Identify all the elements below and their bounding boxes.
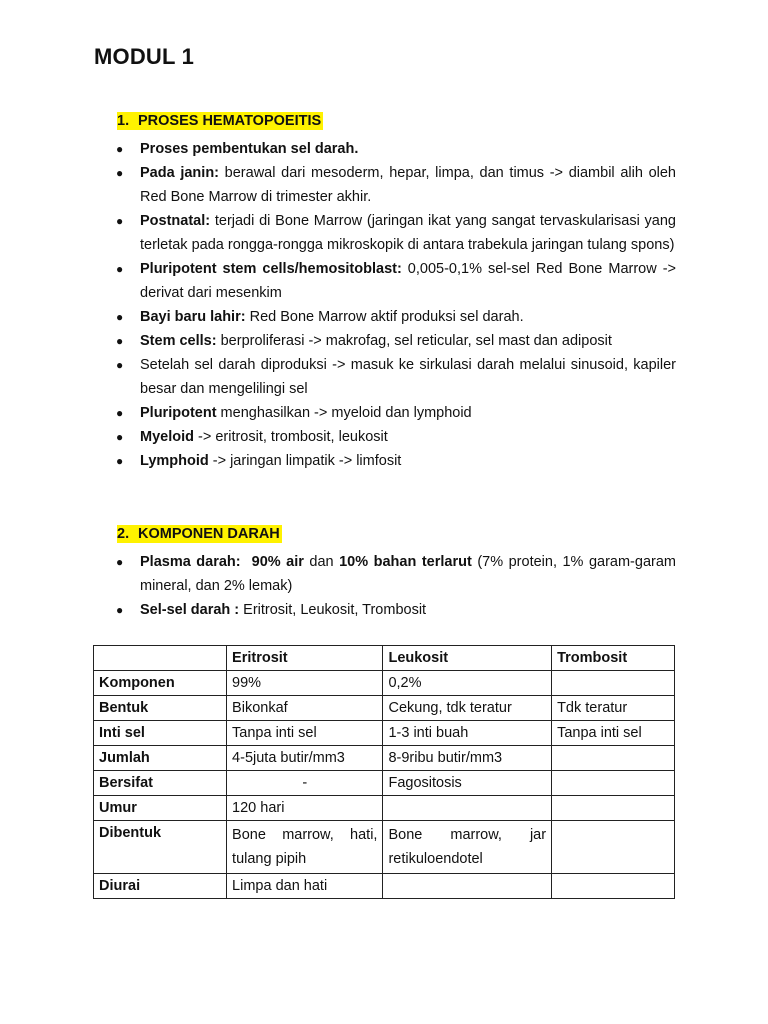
row-label: Bentuk — [94, 696, 227, 721]
header-cell: Eritrosit — [227, 646, 383, 671]
table-row — [94, 796, 675, 821]
table-cell — [552, 821, 675, 874]
section-heading — [117, 111, 676, 131]
plasma-label: Plasma darah: — [140, 554, 241, 570]
item-text: Red Bone Marrow aktif produksi sel darah. — [245, 309, 524, 325]
bullet-icon: ● — [116, 603, 124, 617]
table-cell: Cekung, tdk teratur — [383, 696, 552, 721]
cells-label: Sel-sel darah : — [140, 602, 240, 618]
section-number: 1. — [117, 113, 130, 129]
table-cell: Bone marrow, hati, tulang pipih — [227, 821, 383, 874]
table-cell — [552, 874, 675, 899]
item-bold: Proses pembentukan sel darah. — [140, 141, 359, 157]
bullet-icon: ● — [116, 555, 124, 569]
table-row — [94, 821, 675, 874]
table-cell: 8-9ribu butir/mm3 — [383, 746, 552, 771]
plasma-join: dan — [303, 554, 340, 570]
item-bold: Myeloid — [140, 429, 194, 445]
table-cell — [383, 796, 552, 821]
item-bold: Lymphoid — [140, 453, 209, 469]
list-item — [94, 257, 676, 305]
row-label: Umur — [94, 796, 227, 821]
item-text: -> jaringan limpatik -> limfosit — [208, 453, 402, 469]
item-bold: Pluripotent stem cells/hemositoblast: — [140, 261, 402, 277]
row-label: Jumlah — [94, 746, 227, 771]
table-cell: 99% — [227, 671, 383, 696]
table-cell: Tanpa inti sel — [552, 721, 675, 746]
table-cell — [552, 746, 675, 771]
bullet-icon: ● — [116, 334, 124, 348]
section-title: KOMPONEN DARAH — [138, 526, 280, 542]
item-text: -> eritrosit, trombosit, leukosit — [193, 429, 388, 445]
plasma-water: 90% air — [251, 554, 304, 570]
bullet-icon: ● — [116, 430, 124, 444]
list-item — [94, 425, 676, 449]
table-cell: Fagositosis — [383, 771, 552, 796]
table-cell: 0,2% — [383, 671, 552, 696]
table-header-row — [94, 646, 675, 671]
plasma-detail: (7% protein, 1% garam-garam mineral, dan 2% lemak) — [140, 554, 676, 594]
bullet-list — [94, 137, 676, 473]
bullet-icon: ● — [116, 262, 124, 276]
bullet-list — [94, 550, 676, 622]
row-label: Komponen — [94, 671, 227, 696]
list-item — [94, 305, 676, 329]
section-heading — [117, 524, 676, 544]
bullet-icon: ● — [116, 358, 124, 372]
section-number: 2. — [117, 526, 130, 542]
header-cell: Leukosit — [383, 646, 552, 671]
table-row — [94, 671, 675, 696]
item-text: Setelah sel darah diproduksi -> masuk ke sirkulasi darah melalui sinusoid, kapiler besar dan mengelilingi sel — [140, 357, 676, 397]
section-title: PROSES HEMATOPOEITIS — [138, 113, 322, 129]
table-row — [94, 746, 675, 771]
table-cell: Tdk teratur — [552, 696, 675, 721]
list-item — [94, 329, 676, 353]
table-cell: 1-3 inti buah — [383, 721, 552, 746]
bullet-icon: ● — [116, 454, 124, 468]
list-item — [94, 401, 676, 425]
header-cell — [94, 646, 227, 671]
bullet-icon: ● — [116, 406, 124, 420]
bullet-icon: ● — [116, 214, 124, 228]
section-blood-components — [94, 524, 676, 622]
item-bold: Pluripotent — [140, 405, 217, 421]
table-cell: 4-5juta butir/mm3 — [227, 746, 383, 771]
row-label: Bersifat — [94, 771, 227, 796]
table-cell — [552, 771, 675, 796]
list-item — [94, 161, 676, 209]
row-label: Inti sel — [94, 721, 227, 746]
table-row — [94, 696, 675, 721]
table-cell: Bone marrow, jar retikuloendotel — [383, 821, 552, 874]
list-item — [94, 137, 676, 161]
table-row — [94, 721, 675, 746]
list-item-plasma — [94, 550, 676, 598]
list-item-cells — [94, 598, 676, 622]
item-text: 0,005-0,1% sel-sel Red Bone Marrow -> derivat dari mesenkim — [140, 261, 676, 301]
plasma-solutes: 10% bahan terlarut — [339, 554, 472, 570]
table-cell: Tanpa inti sel — [227, 721, 383, 746]
document-title: MODUL 1 — [94, 44, 195, 69]
row-label: Diurai — [94, 874, 227, 899]
header-cell: Trombosit — [552, 646, 675, 671]
table-cell — [552, 671, 675, 696]
item-bold: Bayi baru lahir: — [140, 309, 246, 325]
highlighted-heading — [117, 112, 323, 130]
item-text: berawal dari mesoderm, hepar, limpa, dan timus -> diambil alih oleh Red Bone Marrow di trimester akhir. — [140, 165, 676, 205]
item-bold: Postnatal: — [140, 213, 211, 229]
item-text: menghasilkan -> myeloid dan lymphoid — [216, 405, 472, 421]
table-row — [94, 874, 675, 899]
item-bold: Pada janin: — [140, 165, 219, 181]
item-bold: Stem cells: — [140, 333, 217, 349]
item-text: terjadi di Bone Marrow (jaringan ikat yang sangat tervaskularisasi yang terletak pada rongga-rongga mikroskopik di antara trabekula jaringan tulang spons) — [140, 213, 676, 253]
table-cell: - — [227, 771, 383, 796]
bullet-icon: ● — [116, 166, 124, 180]
table-cell: 120 hari — [227, 796, 383, 821]
list-item — [94, 449, 676, 473]
table-cell: Limpa dan hati — [227, 874, 383, 899]
bullet-icon: ● — [116, 310, 124, 324]
cells-text: Eritrosit, Leukosit, Trombosit — [239, 602, 427, 618]
table-cell — [383, 874, 552, 899]
item-text: berproliferasi -> makrofag, sel reticular, sel mast dan adiposit — [216, 333, 612, 349]
blood-cells-table — [93, 645, 675, 899]
table-cell: Bikonkaf — [227, 696, 383, 721]
table-cell — [552, 796, 675, 821]
list-item — [94, 209, 676, 257]
list-item — [94, 353, 676, 401]
bullet-icon: ● — [116, 142, 124, 156]
highlighted-heading — [117, 525, 282, 543]
table-row — [94, 771, 675, 796]
row-label: Dibentuk — [94, 821, 227, 874]
section-hematopoiesis — [94, 111, 676, 473]
